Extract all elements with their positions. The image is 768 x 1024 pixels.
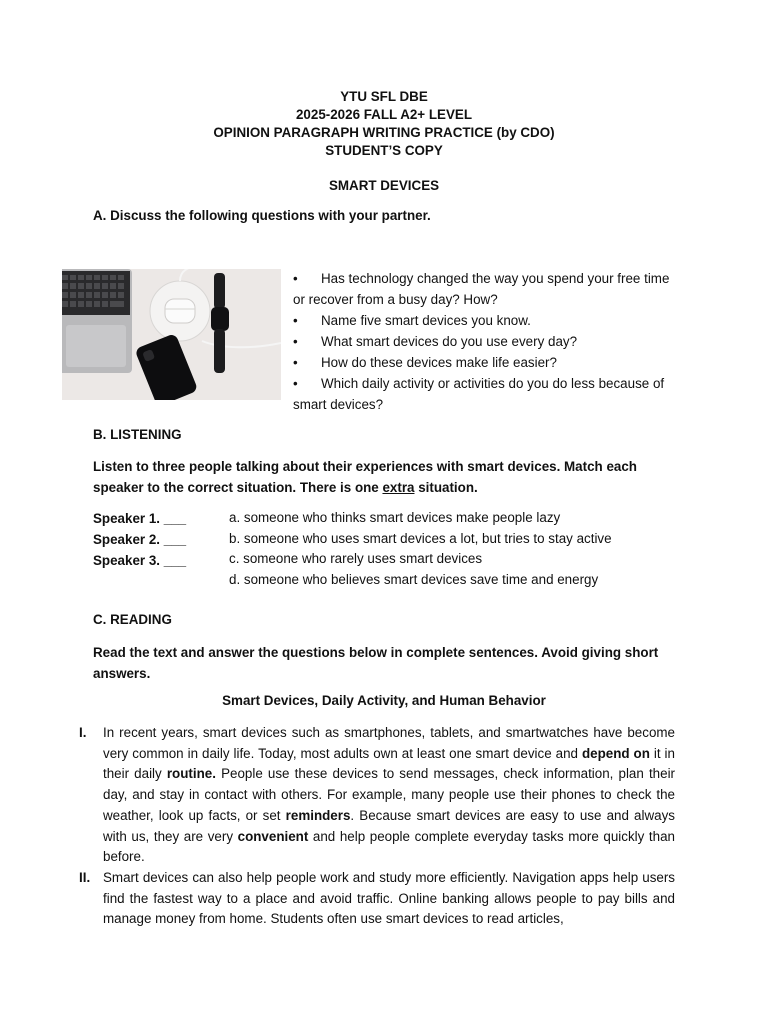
- document-header: [0, 88, 768, 160]
- vocab-reminders: reminders: [285, 807, 351, 823]
- laptop-icon: [62, 269, 132, 373]
- speaker-list: [93, 508, 186, 571]
- paragraph-number: II.: [79, 870, 91, 885]
- speaker-answer-blank[interactable]: Speaker 1. ___: [93, 511, 187, 526]
- list-item: a. someone who thinks smart devices make people lazy: [229, 510, 561, 525]
- list-item: d. someone who believes smart devices save time and energy: [229, 571, 599, 587]
- devices-illustration: [62, 269, 281, 400]
- header-institution: YTU SFL DBE: [340, 89, 428, 104]
- paragraph-number: I.: [79, 725, 87, 740]
- header-practice-title: OPINION PARAGRAPH WRITING PRACTICE (by CDO): [213, 125, 555, 140]
- vocab-depend-on: depend on: [581, 745, 650, 761]
- reading-instructions: Read the text and answer the questions below in complete sentences. Avoid giving short answers.: [93, 645, 659, 681]
- section-a-title: A. Discuss the following questions with your partner.: [93, 208, 431, 223]
- list-item: c. someone who rarely uses smart devices: [229, 551, 483, 566]
- section-c-title: C. READING: [93, 612, 172, 627]
- section-b-title: B. LISTENING: [93, 427, 182, 442]
- topic-title: SMART DEVICES: [328, 178, 440, 193]
- speaker-answer-blank[interactable]: Speaker 2. ___: [93, 532, 187, 547]
- speaker-answer-blank[interactable]: Speaker 3. ___: [93, 553, 187, 568]
- header-copy-type: STUDENT’S COPY: [325, 143, 443, 158]
- reading-paragraph-1: I. In recent years, smart devices such as smartphones, tablets, and smartwatches have become very common in daily life. Today, most adults own at least one smart device and depend on it in their daily routine. People use these devices to send messages, check information, plan their day, and stay in contact with others. For example, many people use their phones to check the weather, look up facts, or set reminders. Because smart devices are easy to use and always with us, they are very convenient and help people complete everyday tasks more quickly than before.: [79, 725, 675, 865]
- list-item: b. someone who uses smart devices a lot, but tries to stay active: [229, 530, 612, 546]
- listening-instructions: Listen to three people talking about their experiences with smart devices. Match each speaker to the correct situation. There is one extra situation.: [93, 459, 637, 495]
- smart-devices-photo: [62, 269, 281, 400]
- list-item: • Name five smart devices you know.: [293, 313, 531, 328]
- discussion-questions: [293, 268, 683, 415]
- header-level: 2025-2026 FALL A2+ LEVEL: [295, 107, 473, 122]
- list-item: • Has technology changed the way you spend your free time or recover from a busy day? How?: [293, 271, 670, 307]
- list-item: • What smart devices do you use every day?: [293, 334, 578, 349]
- list-item: • How do these devices make life easier?: [293, 355, 557, 370]
- vocab-routine: routine.: [166, 766, 216, 782]
- situation-options: [229, 508, 689, 590]
- extra-underlined: extra: [382, 480, 415, 495]
- reading-paragraph-2: II. Smart devices can also help people work and study more efficiently. Navigation apps help users find the fastest way to a place and avoid traffic. Online banking allows people to pay bills and manage money from home. Students often use smart devices to read articles,: [79, 870, 675, 927]
- reading-text-title: Smart Devices, Daily Activity, and Human Behavior: [222, 693, 546, 708]
- list-item: • Which daily activity or activities do you do less because of smart devices?: [293, 376, 665, 412]
- vocab-convenient: convenient: [237, 828, 309, 844]
